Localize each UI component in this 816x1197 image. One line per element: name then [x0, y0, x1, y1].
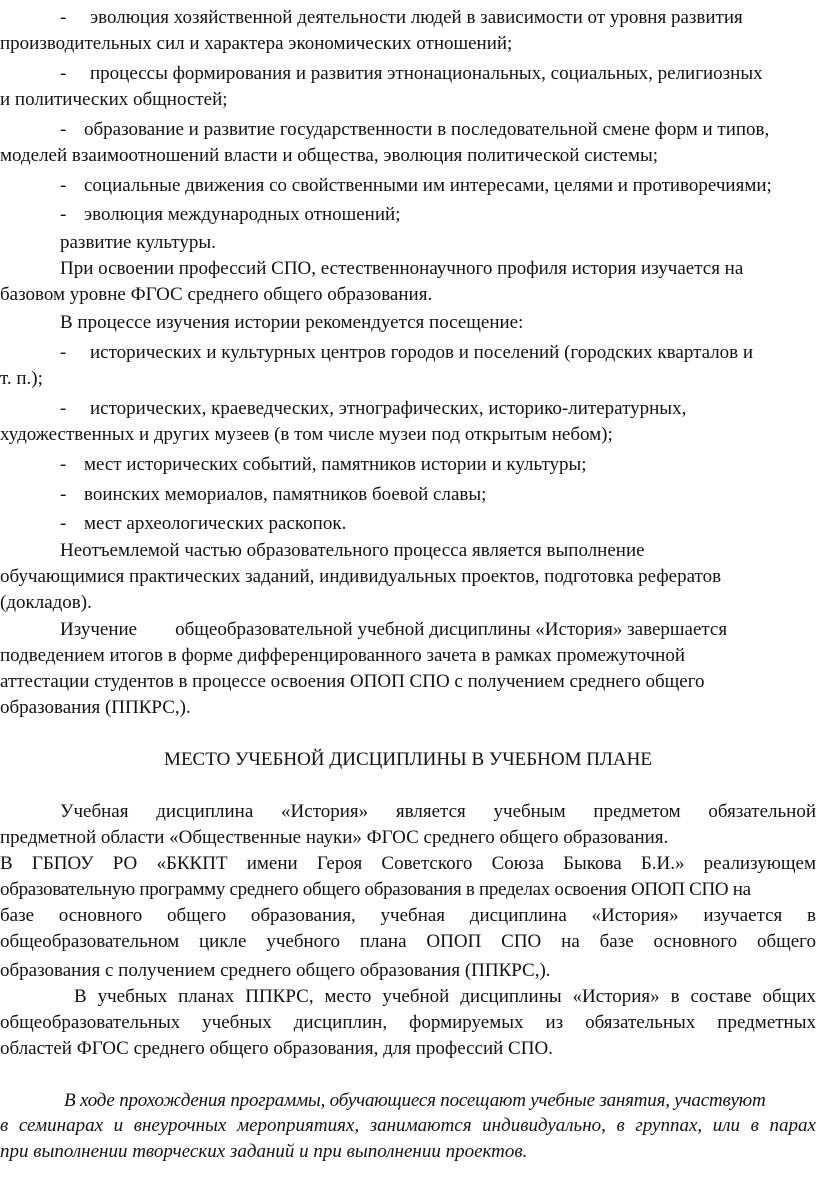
bullet-dash: - [60, 398, 67, 419]
text-line: подведением итогов в форме дифференцированного зачета в рамках промежуточной [0, 645, 685, 666]
list-item-text: эволюция хозяйственной деятельности людей в зависимости от уровня развития [90, 7, 743, 28]
bullet-dash: - [60, 7, 67, 28]
list-item [0, 511, 816, 537]
list-item [0, 452, 816, 478]
paragraph-line: В учебных планах ППКРС, место учебной дисциплины «История» в составе общих [74, 986, 816, 1007]
paragraph-line: В процессе изучения истории рекомендуется посещение: [60, 312, 524, 333]
list-item-text: мест исторических событий, памятников истории и культуры; [84, 454, 587, 475]
text-line: областей ФГОС среднего общего образования, для профессий СПО. [0, 1038, 553, 1059]
text-line: предметной области «Общественные науки» ФГОС среднего общего образования. [0, 827, 669, 848]
section-heading: МЕСТО УЧЕБНОЙ ДИСЦИПЛИНЫ В УЧЕБНОМ ПЛАНЕ [164, 749, 652, 770]
text-line: общеобразовательном цикле учебного плана ОПОП СПО на базе основного общего [0, 931, 816, 952]
list-item [0, 340, 816, 366]
list-item [0, 61, 816, 87]
list-item-text: эволюция международных отношений; [84, 204, 401, 225]
bullet-dash: - [60, 119, 67, 140]
paragraph-line: Изучение общеобразовательной учебной дисциплины «История» завершается [60, 619, 728, 640]
text-line: и политических общностей; [0, 89, 228, 110]
bullet-dash: - [60, 342, 67, 363]
list-item-text: мест археологических раскопок. [84, 513, 347, 534]
text-line: при выполнении творческих заданий и при выполнении проектов. [0, 1141, 528, 1162]
paragraph-line: Учебная дисциплина «История» является учебным предметом обязательной [60, 801, 816, 822]
text-line: аттестации студентов в процессе освоения ОПОП СПО с получением среднего общего [0, 671, 705, 692]
list-item [0, 173, 816, 199]
list-item [0, 117, 816, 143]
paragraph-line: При освоении профессий СПО, естественнонаучного профиля история изучается на [60, 258, 744, 279]
bullet-dash: - [60, 513, 67, 534]
text-line: т. п.); [0, 368, 43, 389]
text-line: общеобразовательных учебных дисциплин, формируемых из обязательных предметных [0, 1012, 816, 1033]
text-line: В ГБПОУ РО «БККПТ имени Героя Советского Союза Быкова Б.И.» реализующем [0, 853, 816, 874]
bullet-dash: - [60, 204, 67, 225]
bullet-dash: - [60, 484, 67, 505]
text-line: обучающимися практических заданий, индивидуальных проектов, подготовка рефератов [0, 566, 722, 587]
text-line: (докладов). [0, 592, 92, 613]
list-item [0, 5, 816, 31]
list-item [0, 202, 816, 228]
text-line: художественных и других музеев (в том числе музеи под открытым небом); [0, 424, 613, 445]
text-line: базе основного общего образования, учебная дисциплина «История» изучается в [0, 905, 816, 926]
paragraph-line: Неотъемлемой частью образовательного процесса является выполнение [60, 540, 645, 561]
list-item [0, 396, 816, 422]
text-line: базовом уровне ФГОС среднего общего образования. [0, 284, 433, 305]
text-line: производительных сил и характера экономических отношений; [0, 33, 513, 54]
list-item-text: воинских мемориалов, памятников боевой славы; [84, 484, 487, 505]
bullet-dash: - [60, 63, 67, 84]
text-line: образовательную программу среднего общего образования в пределах освоения ОПОП СПО на [0, 879, 751, 900]
paragraph-line: В ходе прохождения программы, обучающиеся посещают учебные занятия, участвуют [64, 1090, 766, 1111]
text-line: образования с получением среднего общего образования (ППКРС,). [0, 960, 551, 981]
list-item-text: социальные движения со свойственными им интересами, целями и противоречиями; [84, 175, 772, 196]
list-item-text: образование и развитие государственности в последовательной смене форм и типов, [84, 119, 770, 140]
text-line: образования (ППКРС,). [0, 697, 191, 718]
bullet-dash: - [60, 454, 67, 475]
list-item-text: исторических, краеведческих, этнографических, историко-литературных, [90, 398, 687, 419]
text-line: в семинарах и внеурочных мероприятиях, занимаются индивидуально, в группах, или в парах [0, 1115, 816, 1136]
list-item [0, 482, 816, 508]
text-line: развитие культуры. [60, 232, 216, 253]
bullet-dash: - [60, 175, 67, 196]
text-line: моделей взаимоотношений власти и общества, эволюция политической системы; [0, 145, 659, 166]
list-item-text: процессы формирования и развития этнонациональных, социальных, религиозных [90, 63, 763, 84]
list-item-text: исторических и культурных центров городов и поселений (городских кварталов и [90, 342, 754, 363]
